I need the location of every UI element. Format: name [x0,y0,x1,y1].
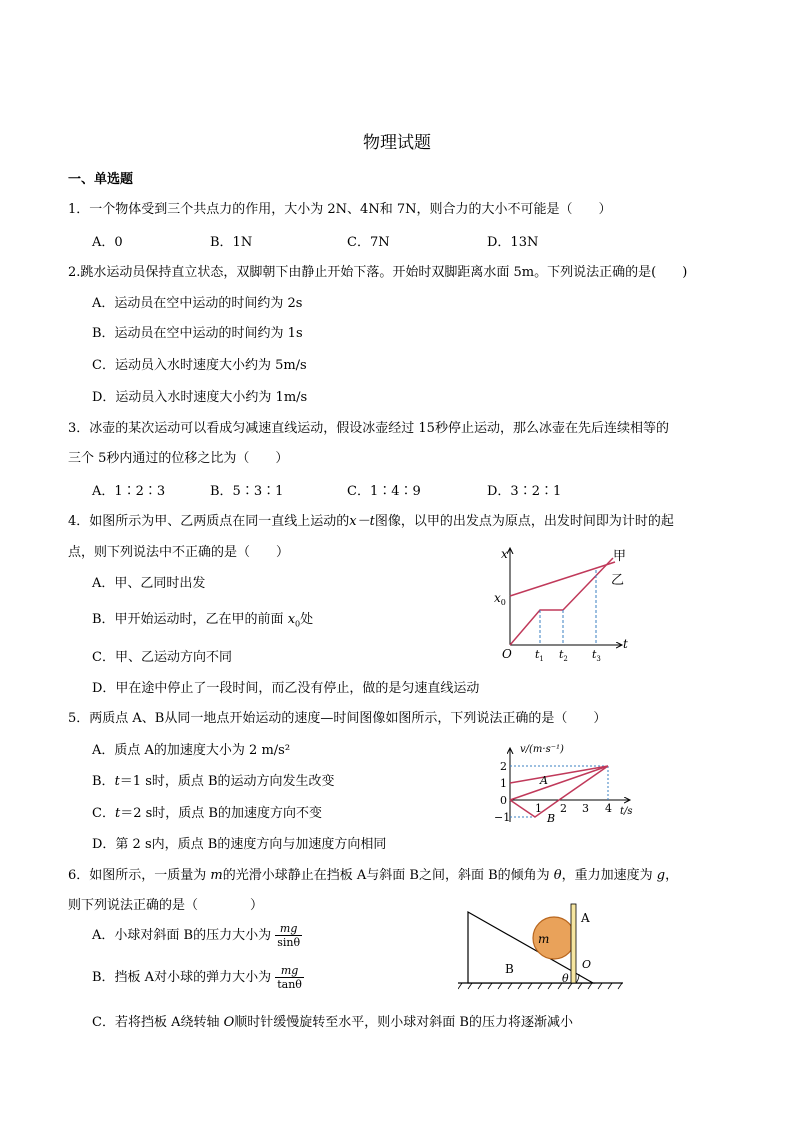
q4-option-b: B．甲开始运动时，乙在甲的前面 $x_0$处 [92,612,314,629]
q2-option-c: C．运动员入水时速度大小约为 5m/s [92,358,307,373]
section-heading: 一、单选题 [68,172,134,187]
incline-b-label: B [505,962,514,976]
q3-option-d: D．3∶2∶1 [487,484,562,499]
q6-stem-line2: 则下列说法正确的是（ ） [68,898,264,913]
q3-option-c: C．1∶4∶9 [347,484,421,499]
q6-option-b: B．挡板 A对小球的弹力大小为 $\frac{mg}{\tan\theta}$ [92,964,302,991]
jia-line [510,558,613,645]
q1-option-b: B．1N [210,235,253,250]
baffle-a-label: A [581,911,590,925]
y-tick-1: 1 [500,777,507,790]
q5-option-b: B．t＝1 s时，质点 B的运动方向发生改变 [92,774,335,789]
page-title: 物理试题 [363,133,431,153]
v-axis-label: v/(m·s⁻¹) [520,744,564,755]
q5-option-c: C．t＝2 s时，质点 B的加速度方向不变 [92,806,322,821]
q6-option-a: A．小球对斜面 B的压力大小为 $\frac{mg}{\sin\theta}$ [92,922,301,949]
baffle-a [571,904,576,983]
x-tick-2: 2 [560,802,567,815]
ball-m-label: m [538,932,550,946]
q2-option-b: B．运动员在空中运动的时间约为 1s [92,326,303,341]
t-axis-label: t/s [620,806,633,817]
q1-option-c: C．7N [347,235,390,250]
x-tick-4: 4 [605,802,612,815]
series-b-label: B [547,812,556,825]
theta-label: θ [562,972,569,985]
fraction-mg-tan: $\frac{mg}{\tan\theta}$ [277,964,302,991]
q5-option-d: D．第 2 s内，质点 B的速度方向与加速度方向相同 [92,837,387,852]
q3-option-a: A．1∶2∶3 [92,484,166,499]
fraction-mg-sin: $\frac{mg}{\sin\theta}$ [277,922,301,949]
q2-option-d: D．运动员入水时速度大小约为 1m/s [92,390,308,405]
line-a-upper [510,766,608,783]
q1-stem: 1．一个物体受到三个共点力的作用，大小为 2N、4N和 7N，则合力的大小不可能是（ ） [68,202,612,217]
q4-stem-line1: 4．如图所示为甲、乙两质点在同一直线上运动的x－t图像，以甲的出发点为原点，出发时间即为计时的起 [68,514,674,529]
series-a-label: A [540,774,548,787]
q4-xt-graph [490,540,640,665]
q3-stem-line2: 三个 5秒内通过的位移之比为（ ） [68,451,289,466]
t-axis-label: t [623,637,628,651]
jia-label: 甲 [613,549,627,564]
ground-hatch [458,983,622,989]
t2-label: $t_2$ [559,648,568,663]
q2-stem: 2.跳水运动员保持直立状态，双脚朝下由静止开始下落。开始时双脚距离水面 5m。下列说法正确的是( ) [68,265,688,280]
q6-option-c: C．若将挡板 A绕转轴 O顺时针缓慢旋转至水平，则小球对斜面 B的压力将逐渐减小 [92,1015,573,1030]
x-tick-1: 1 [535,802,542,815]
t3-label: $t_3$ [592,648,601,663]
y-tick-neg1: −1 [494,811,511,824]
pivot-o-label: O [582,958,592,971]
q4-stem-line2: 点，则下列说法中不正确的是（ ） [68,545,290,560]
x-tick-3: 3 [582,802,589,815]
t1-label: $t_1$ [535,648,544,663]
q3-option-b: B．5∶3∶1 [210,484,284,499]
q1-option-d: D．13N [487,235,539,250]
q4-option-c: C．甲、乙运动方向不同 [92,650,232,665]
q1-option-a: A．0 [92,235,123,250]
line-a [510,766,608,800]
q5-stem: 5．两质点 A、B从同一地点开始运动的速度—时间图像如图所示，下列说法正确的是（ ） [68,711,607,726]
origin-label: O [502,647,512,661]
q4-option-a: A．甲、乙同时出发 [92,576,206,591]
y-tick-2: 2 [500,760,507,773]
q2-option-a: A．运动员在空中运动的时间约为 2s [92,296,303,311]
x0-label: $x_0$ [494,591,506,607]
yi-line [510,562,615,596]
q4-option-d: D．甲在途中停止了一段时间，而乙没有停止，做的是匀速直线运动 [92,681,480,696]
yi-label: 乙 [611,573,625,588]
x-axis-label: x [501,547,508,561]
q6-incline-figure [458,900,628,992]
line-b [510,766,608,817]
q6-stem-line1: 6．如图所示，一质量为 m的光滑小球静止在挡板 A与斜面 B之间，斜面 B的倾角为 θ，重力加速度为 g， [68,868,679,883]
y-tick-0: 0 [500,794,507,807]
q5-vt-graph [490,742,650,828]
q3-stem-line1: 3．冰壶的某次运动可以看成匀减速直线运动，假设冰壶经过 15秒停止运动，那么冰壶在先后连续相等的 [68,421,669,436]
q5-option-a: A．质点 A的加速度大小为 2 m/s² [92,743,291,758]
